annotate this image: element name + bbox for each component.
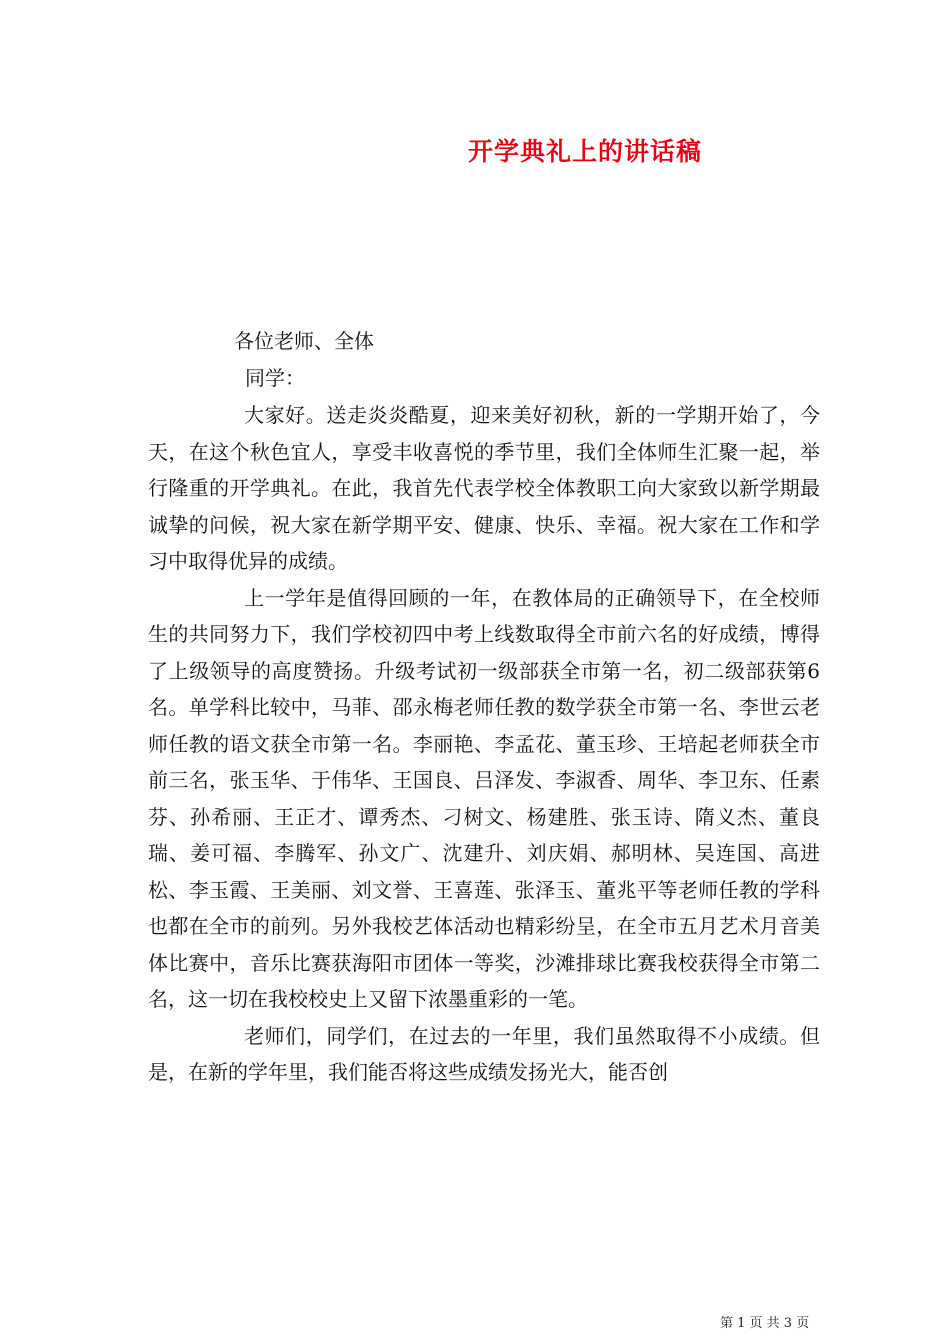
paragraph: 上一学年是值得回顾的一年，在教体局的正确领导下，在全校师生的共同努力下，我们学校初四中考上线数取得全市前六名的好成绩，博得了上级领导的高度赞扬。升级考试初一级部获全市第一名，初二级部获第6名。单学科比较中，马菲、邵永梅老师任教的数学获全市第一名、李世云老师任教的语文获全市第一名。李丽艳、李孟花、董玉珍、王培起老师获全市前三名，张玉华、于伟华、王国良、吕泽发、李淑香、周华、李卫东、任素芬、孙希丽、王正才、谭秀杰、刁树文、杨建胜、张玉诗、隋义杰、董良瑞、姜可福、李腾军、孙文广、沈建升、刘庆娟、郝明林、吴连国、高进松、李玉霞、王美丽、刘文誉、王喜莲、张泽玉、董兆平等老师任教的学科也都在全市的前列。另外我校艺体活动也精彩纷呈，在全市五月艺术月音美体比赛中，音乐比赛获海阳市团体一等奖，沙滩排球比赛我校获得全市第二名，这一切在我校校史上又留下浓墨重彩的一笔。 <box>148 585 820 1011</box>
salutation-line-2: 同学： <box>245 366 305 390</box>
page-number-footer: 第 1 页 共 3 页 <box>720 1316 810 1331</box>
document-body <box>148 397 820 1091</box>
salutation-line-1: 各位老师、全体 <box>234 329 374 353</box>
paragraph: 老师们，同学们，在过去的一年里，我们虽然取得不小成绩。但是，在新的学年里，我们能否将这些成绩发扬光大，能否创 <box>148 1023 820 1084</box>
paragraph: 大家好。送走炎炎酷夏，迎来美好初秋，新的一学期开始了，今天，在这个秋色宜人，享受丰收喜悦的季节里，我们全体师生汇聚一起，举行隆重的开学典礼。在此，我首先代表学校全体教职工向大家致以新学期最诚挚的问候，祝大家在新学期平安、健康、快乐、幸福。祝大家在工作和学习中取得优异的成绩。 <box>148 403 820 573</box>
document-title: 开学典礼上的讲话稿 <box>467 137 702 166</box>
